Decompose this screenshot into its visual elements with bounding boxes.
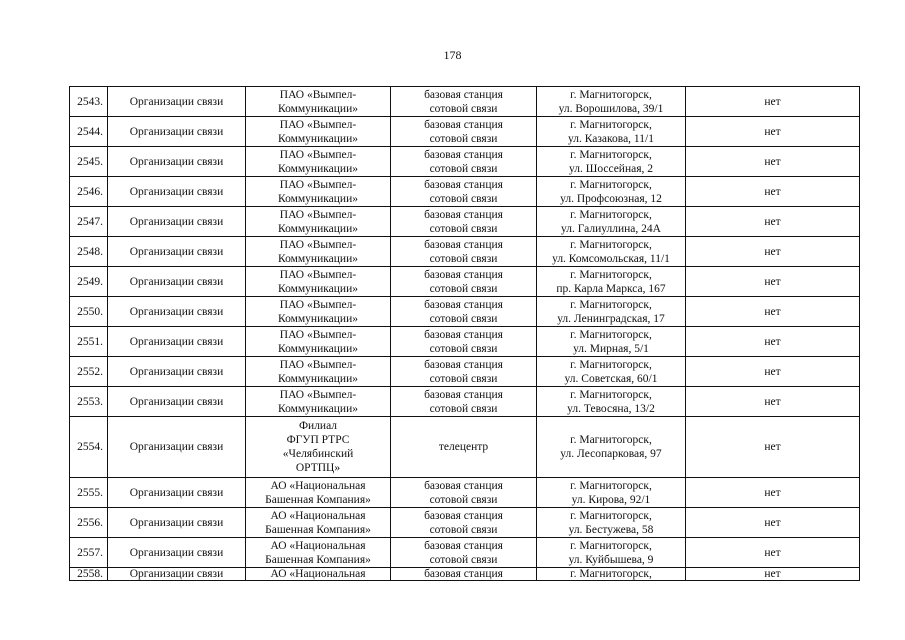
status-cell: нет xyxy=(686,538,860,568)
table-row xyxy=(70,478,860,508)
address-cell xyxy=(537,357,686,387)
category-cell: Организации связи xyxy=(108,117,246,147)
object-type-cell-line: базовая станция xyxy=(424,298,503,311)
address-cell-line: г. Магнитогорск, xyxy=(570,479,652,492)
status-cell: нет xyxy=(686,267,860,297)
owner-cell-line: Коммуникации» xyxy=(278,162,358,175)
address-cell-line: г. Магнитогорск, xyxy=(570,328,652,341)
status-cell: нет xyxy=(686,568,860,581)
address-cell-line: ул. Мирная, 5/1 xyxy=(573,342,649,355)
owner-cell-line: АО «Национальная xyxy=(270,509,366,522)
row-number-cell: 2553. xyxy=(70,387,108,417)
table-row xyxy=(70,267,860,297)
category-cell: Организации связи xyxy=(108,357,246,387)
category-cell: Организации связи xyxy=(108,417,246,478)
address-cell-line: г. Магнитогорск, xyxy=(570,178,652,191)
table-row xyxy=(70,147,860,177)
address-cell-line: ул. Лесопарковая, 97 xyxy=(560,448,662,460)
owner-cell-line: ПАО «Вымпел- xyxy=(279,388,357,401)
address-cell-line: г. Магнитогорск, xyxy=(570,568,652,580)
object-type-cell-line: сотовой связи xyxy=(429,102,498,115)
object-type-cell xyxy=(391,538,537,568)
object-type-cell-line: базовая станция xyxy=(424,268,503,281)
owner-cell xyxy=(246,387,391,417)
address-cell-line: г. Магнитогорск, xyxy=(570,148,652,161)
row-number-cell: 2545. xyxy=(70,147,108,177)
row-number-cell: 2551. xyxy=(70,327,108,357)
status-cell: нет xyxy=(686,387,860,417)
address-cell-line: ул. Тевосяна, 13/2 xyxy=(567,402,655,415)
row-number-cell: 2556. xyxy=(70,508,108,538)
table-row xyxy=(70,237,860,267)
category-cell: Организации связи xyxy=(108,87,246,117)
owner-cell-line: ПАО «Вымпел- xyxy=(279,298,357,311)
object-type-cell-line: сотовой связи xyxy=(429,192,498,205)
object-type-cell xyxy=(391,87,537,117)
owner-cell-line: АО «Национальная xyxy=(270,568,366,580)
address-cell-line: ул. Бестужева, 58 xyxy=(568,523,654,536)
address-cell-line: г. Магнитогорск, xyxy=(570,118,652,131)
object-type-cell-line: базовая станция xyxy=(424,568,503,580)
table-row xyxy=(70,327,860,357)
address-cell xyxy=(537,538,686,568)
address-cell xyxy=(537,117,686,147)
owner-cell-line: ПАО «Вымпел- xyxy=(279,118,357,131)
address-cell xyxy=(537,237,686,267)
owner-cell xyxy=(246,508,391,538)
object-type-cell xyxy=(391,177,537,207)
object-type-cell xyxy=(391,327,537,357)
address-cell xyxy=(537,207,686,237)
object-type-cell-line: базовая станция xyxy=(424,328,503,341)
object-type-cell-line: базовая станция xyxy=(424,539,503,552)
owner-cell xyxy=(246,207,391,237)
owner-cell-line: Коммуникации» xyxy=(278,312,358,325)
row-number-cell: 2543. xyxy=(70,87,108,117)
status-cell: нет xyxy=(686,417,860,478)
address-cell-line: г. Магнитогорск, xyxy=(570,388,652,401)
address-cell-line: г. Магнитогорск, xyxy=(570,509,652,522)
registry-table-body xyxy=(70,87,860,581)
object-type-cell-line: базовая станция xyxy=(424,88,503,101)
address-cell-line: ул. Кирова, 92/1 xyxy=(571,493,651,506)
address-cell-line: ул. Советская, 60/1 xyxy=(564,372,658,385)
owner-cell-line: ПАО «Вымпел- xyxy=(279,238,357,251)
owner-cell xyxy=(246,327,391,357)
object-type-cell-line: базовая станция xyxy=(424,509,503,522)
status-cell: нет xyxy=(686,237,860,267)
owner-cell-line: ПАО «Вымпел- xyxy=(279,88,357,101)
table-row xyxy=(70,87,860,117)
status-cell: нет xyxy=(686,207,860,237)
owner-cell-line: Коммуникации» xyxy=(278,402,358,415)
address-cell xyxy=(537,267,686,297)
object-type-cell xyxy=(391,417,537,478)
table-row xyxy=(70,357,860,387)
row-number-cell: 2547. xyxy=(70,207,108,237)
table-row xyxy=(70,508,860,538)
category-cell: Организации связи xyxy=(108,387,246,417)
status-cell: нет xyxy=(686,508,860,538)
owner-cell xyxy=(246,357,391,387)
owner-cell xyxy=(246,177,391,207)
owner-cell xyxy=(246,267,391,297)
address-cell-line: г. Магнитогорск, xyxy=(570,208,652,221)
object-type-cell-line: сотовой связи xyxy=(429,312,498,325)
owner-cell-line: Коммуникации» xyxy=(278,132,358,145)
table-row xyxy=(70,417,860,478)
object-type-cell-line: сотовой связи xyxy=(429,162,498,175)
owner-cell-line: АО «Национальная xyxy=(270,539,366,552)
owner-cell xyxy=(246,117,391,147)
object-type-cell xyxy=(391,117,537,147)
row-number-cell: 2546. xyxy=(70,177,108,207)
address-cell-line: ул. Шоссейная, 2 xyxy=(568,162,654,175)
owner-cell-line: Коммуникации» xyxy=(278,192,358,205)
address-cell-line: г. Магнитогорск, xyxy=(570,88,652,101)
address-cell xyxy=(537,568,686,581)
object-type-cell xyxy=(391,568,537,581)
object-type-cell-line: базовая станция xyxy=(424,118,503,131)
owner-cell xyxy=(246,237,391,267)
owner-cell xyxy=(246,478,391,508)
object-type-cell-line: базовая станция xyxy=(424,208,503,221)
object-type-cell xyxy=(391,237,537,267)
object-type-cell-line: сотовой связи xyxy=(429,402,498,415)
row-number-cell: 2544. xyxy=(70,117,108,147)
table-row xyxy=(70,297,860,327)
registry-table xyxy=(69,86,860,581)
category-cell: Организации связи xyxy=(108,508,246,538)
category-cell: Организации связи xyxy=(108,538,246,568)
object-type-cell-line: базовая станция xyxy=(424,238,503,251)
object-type-cell-line: сотовой связи xyxy=(429,342,498,355)
row-number-cell: 2550. xyxy=(70,297,108,327)
address-cell xyxy=(537,508,686,538)
owner-cell-line: Коммуникации» xyxy=(278,372,358,385)
owner-cell-line: АО «Национальная xyxy=(270,479,366,492)
row-number-cell: 2552. xyxy=(70,357,108,387)
owner-cell xyxy=(246,417,391,478)
object-type-cell-line: сотовой связи xyxy=(429,372,498,385)
object-type-cell-line: сотовой связи xyxy=(429,553,498,566)
object-type-cell-line: базовая станция xyxy=(424,479,503,492)
address-cell xyxy=(537,87,686,117)
table-row xyxy=(70,177,860,207)
status-cell: нет xyxy=(686,177,860,207)
table-row xyxy=(70,117,860,147)
status-cell: нет xyxy=(686,297,860,327)
row-number-cell: 2555. xyxy=(70,478,108,508)
status-cell: нет xyxy=(686,117,860,147)
address-cell-line: ул. Ленинградская, 17 xyxy=(557,312,665,325)
owner-cell-line: Башенная Компания» xyxy=(265,493,371,506)
status-cell: нет xyxy=(686,327,860,357)
object-type-cell xyxy=(391,297,537,327)
address-cell-line: ул. Комсомольская, 11/1 xyxy=(552,252,670,265)
object-type-cell-line: сотовой связи xyxy=(429,282,498,295)
owner-cell-line: ПАО «Вымпел- xyxy=(279,328,357,341)
owner-cell-line: Башенная Компания» xyxy=(265,553,371,566)
object-type-cell-line: сотовой связи xyxy=(429,222,498,235)
address-cell-line: ул. Профсоюзная, 12 xyxy=(560,192,662,205)
owner-cell-line: ПАО «Вымпел- xyxy=(279,358,357,371)
category-cell: Организации связи xyxy=(108,177,246,207)
address-cell-line: пр. Карла Маркса, 167 xyxy=(556,282,666,295)
object-type-cell xyxy=(391,508,537,538)
owner-cell xyxy=(246,147,391,177)
object-type-cell-line: сотовой связи xyxy=(429,493,498,506)
owner-cell xyxy=(246,538,391,568)
object-type-cell xyxy=(391,207,537,237)
category-cell: Организации связи xyxy=(108,327,246,357)
owner-cell-line: ФГУП РТРС xyxy=(286,434,350,446)
address-cell xyxy=(537,387,686,417)
owner-cell xyxy=(246,87,391,117)
table-row xyxy=(70,207,860,237)
owner-cell-line: Коммуникации» xyxy=(278,252,358,265)
status-cell: нет xyxy=(686,87,860,117)
row-number-cell: 2554. xyxy=(70,417,108,478)
address-cell-line: г. Магнитогорск, xyxy=(570,238,652,251)
owner-cell-line: Башенная Компания» xyxy=(265,523,371,536)
owner-cell xyxy=(246,568,391,581)
row-number-cell: 2549. xyxy=(70,267,108,297)
object-type-cell xyxy=(391,267,537,297)
owner-cell-line: Коммуникации» xyxy=(278,102,358,115)
category-cell: Организации связи xyxy=(108,478,246,508)
object-type-cell-line: базовая станция xyxy=(424,148,503,161)
category-cell: Организации связи xyxy=(108,237,246,267)
address-cell-line: г. Магнитогорск, xyxy=(570,434,652,446)
address-cell xyxy=(537,147,686,177)
category-cell: Организации связи xyxy=(108,297,246,327)
status-cell: нет xyxy=(686,478,860,508)
category-cell: Организации связи xyxy=(108,267,246,297)
object-type-cell xyxy=(391,478,537,508)
owner-cell-line: ПАО «Вымпел- xyxy=(279,148,357,161)
address-cell-line: г. Магнитогорск, xyxy=(570,539,652,552)
address-cell-line: ул. Казакова, 11/1 xyxy=(568,132,654,145)
table-row xyxy=(70,538,860,568)
object-type-cell-line: базовая станция xyxy=(424,358,503,371)
address-cell xyxy=(537,478,686,508)
object-type-cell-line: сотовой связи xyxy=(429,523,498,536)
owner-cell-line: ОРТПЦ» xyxy=(295,462,341,474)
object-type-cell-line: базовая станция xyxy=(424,388,503,401)
table-row xyxy=(70,387,860,417)
address-cell xyxy=(537,327,686,357)
owner-cell xyxy=(246,297,391,327)
owner-cell-line: Коммуникации» xyxy=(278,342,358,355)
address-cell xyxy=(537,297,686,327)
object-type-cell xyxy=(391,147,537,177)
owner-cell-line: Коммуникации» xyxy=(278,222,358,235)
owner-cell-line: «Челябинский xyxy=(282,448,354,460)
owner-cell-line: Филиал xyxy=(298,420,338,432)
address-cell-line: ул. Куйбышева, 9 xyxy=(568,553,654,566)
address-cell xyxy=(537,177,686,207)
status-cell: нет xyxy=(686,357,860,387)
address-cell-line: г. Магнитогорск, xyxy=(570,298,652,311)
object-type-cell-line: сотовой связи xyxy=(429,252,498,265)
owner-cell-line: Коммуникации» xyxy=(278,282,358,295)
object-type-cell-line: сотовой связи xyxy=(429,132,498,145)
category-cell: Организации связи xyxy=(108,147,246,177)
status-cell: нет xyxy=(686,147,860,177)
category-cell: Организации связи xyxy=(108,207,246,237)
row-number-cell: 2557. xyxy=(70,538,108,568)
owner-cell-line: ПАО «Вымпел- xyxy=(279,268,357,281)
owner-cell-line: ПАО «Вымпел- xyxy=(279,208,357,221)
category-cell: Организации связи xyxy=(108,568,246,581)
address-cell-line: г. Магнитогорск, xyxy=(570,268,652,281)
page-number: 178 xyxy=(443,48,462,62)
address-cell xyxy=(537,417,686,478)
address-cell-line: ул. Галиуллина, 24А xyxy=(561,222,661,235)
row-number-cell: 2558. xyxy=(70,568,108,581)
object-type-cell xyxy=(391,357,537,387)
address-cell-line: г. Магнитогорск, xyxy=(570,358,652,371)
object-type-cell-line: телецентр xyxy=(438,441,489,453)
address-cell-line: ул. Ворошилова, 39/1 xyxy=(558,102,664,115)
row-number-cell: 2548. xyxy=(70,237,108,267)
owner-cell-line: ПАО «Вымпел- xyxy=(279,178,357,191)
object-type-cell xyxy=(391,387,537,417)
object-type-cell-line: базовая станция xyxy=(424,178,503,191)
table-row xyxy=(70,568,860,581)
